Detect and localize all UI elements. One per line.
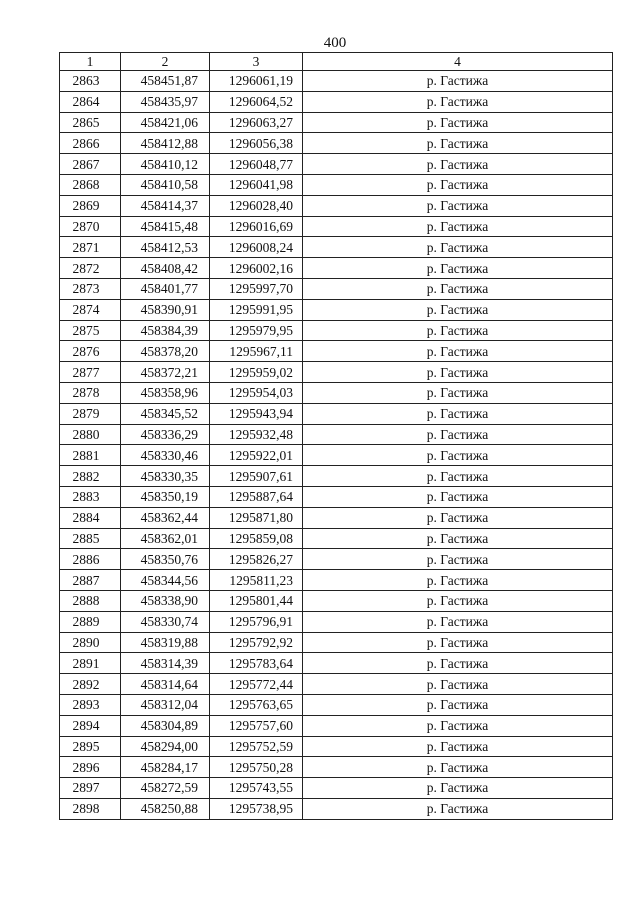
x-coordinate-cell: 458330,35 (121, 466, 210, 487)
table-row (60, 195, 613, 216)
table-row (60, 466, 613, 487)
point-number-cell: 2866 (60, 133, 121, 154)
description-cell: р. Гастижа (303, 736, 613, 757)
point-number-cell: 2881 (60, 445, 121, 466)
page-number: 400 (323, 35, 347, 51)
x-coordinate-cell: 458378,20 (121, 341, 210, 362)
description-cell: р. Гастижа (303, 528, 613, 549)
y-coordinate-cell: 1295772,44 (210, 674, 303, 695)
table-row (60, 382, 613, 403)
y-coordinate-cell: 1295801,44 (210, 590, 303, 611)
y-coordinate-cell: 1295826,27 (210, 549, 303, 570)
table-row (60, 403, 613, 424)
table-row (60, 549, 613, 570)
table-row (60, 112, 613, 133)
description-cell: р. Гастижа (303, 549, 613, 570)
point-number-cell: 2872 (60, 258, 121, 279)
table-row (60, 237, 613, 258)
x-coordinate-cell: 458412,88 (121, 133, 210, 154)
x-coordinate-cell: 458338,90 (121, 590, 210, 611)
table-row (60, 715, 613, 736)
x-coordinate-cell: 458330,46 (121, 445, 210, 466)
description-cell: р. Гастижа (303, 237, 613, 258)
table-row (60, 445, 613, 466)
table-row (60, 611, 613, 632)
x-coordinate-cell: 458451,87 (121, 71, 210, 92)
point-number-cell: 2864 (60, 91, 121, 112)
y-coordinate-cell: 1295743,55 (210, 778, 303, 799)
description-cell: р. Гастижа (303, 382, 613, 403)
table-row (60, 91, 613, 112)
point-number-cell: 2884 (60, 507, 121, 528)
y-coordinate-cell: 1296002,16 (210, 258, 303, 279)
x-coordinate-cell: 458319,88 (121, 632, 210, 653)
description-cell: р. Гастижа (303, 778, 613, 799)
column-header-number: 1 (60, 53, 121, 71)
table-row (60, 362, 613, 383)
x-coordinate-cell: 458358,96 (121, 382, 210, 403)
table-row (60, 694, 613, 715)
y-coordinate-cell: 1295738,95 (210, 798, 303, 819)
y-coordinate-cell: 1295922,01 (210, 445, 303, 466)
table-row (60, 590, 613, 611)
x-coordinate-cell: 458435,97 (121, 91, 210, 112)
coordinates-table (59, 52, 613, 820)
y-coordinate-cell: 1295997,70 (210, 278, 303, 299)
description-cell: р. Гастижа (303, 71, 613, 92)
table-body (60, 71, 613, 820)
point-number-cell: 2896 (60, 757, 121, 778)
description-cell: р. Гастижа (303, 632, 613, 653)
y-coordinate-cell: 1295907,61 (210, 466, 303, 487)
x-coordinate-cell: 458344,56 (121, 570, 210, 591)
point-number-cell: 2883 (60, 486, 121, 507)
x-coordinate-cell: 458384,39 (121, 320, 210, 341)
y-coordinate-cell: 1296016,69 (210, 216, 303, 237)
column-header-description: 4 (303, 53, 613, 71)
y-coordinate-cell: 1295796,91 (210, 611, 303, 632)
point-number-cell: 2895 (60, 736, 121, 757)
point-number-cell: 2870 (60, 216, 121, 237)
y-coordinate-cell: 1296061,19 (210, 71, 303, 92)
description-cell: р. Гастижа (303, 362, 613, 383)
table-row (60, 778, 613, 799)
description-cell: р. Гастижа (303, 195, 613, 216)
table-row (60, 674, 613, 695)
y-coordinate-cell: 1295979,95 (210, 320, 303, 341)
table-row (60, 653, 613, 674)
x-coordinate-cell: 458336,29 (121, 424, 210, 445)
point-number-cell: 2877 (60, 362, 121, 383)
x-coordinate-cell: 458362,01 (121, 528, 210, 549)
description-cell: р. Гастижа (303, 507, 613, 528)
table-row (60, 632, 613, 653)
table-row (60, 570, 613, 591)
description-cell: р. Гастижа (303, 320, 613, 341)
y-coordinate-cell: 1295871,80 (210, 507, 303, 528)
x-coordinate-cell: 458314,39 (121, 653, 210, 674)
table-row (60, 341, 613, 362)
x-coordinate-cell: 458312,04 (121, 694, 210, 715)
point-number-cell: 2879 (60, 403, 121, 424)
description-cell: р. Гастижа (303, 112, 613, 133)
table-row (60, 320, 613, 341)
description-cell: р. Гастижа (303, 715, 613, 736)
point-number-cell: 2897 (60, 778, 121, 799)
description-cell: р. Гастижа (303, 798, 613, 819)
x-coordinate-cell: 458390,91 (121, 299, 210, 320)
table-row (60, 507, 613, 528)
table-row (60, 798, 613, 819)
description-cell: р. Гастижа (303, 653, 613, 674)
point-number-cell: 2875 (60, 320, 121, 341)
point-number-cell: 2892 (60, 674, 121, 695)
y-coordinate-cell: 1295859,08 (210, 528, 303, 549)
x-coordinate-cell: 458362,44 (121, 507, 210, 528)
table-row (60, 736, 613, 757)
description-cell: р. Гастижа (303, 91, 613, 112)
y-coordinate-cell: 1295954,03 (210, 382, 303, 403)
y-coordinate-cell: 1296028,40 (210, 195, 303, 216)
y-coordinate-cell: 1295811,23 (210, 570, 303, 591)
y-coordinate-cell: 1296063,27 (210, 112, 303, 133)
x-coordinate-cell: 458372,21 (121, 362, 210, 383)
x-coordinate-cell: 458401,77 (121, 278, 210, 299)
point-number-cell: 2890 (60, 632, 121, 653)
point-number-cell: 2898 (60, 798, 121, 819)
x-coordinate-cell: 458414,37 (121, 195, 210, 216)
description-cell: р. Гастижа (303, 611, 613, 632)
point-number-cell: 2888 (60, 590, 121, 611)
point-number-cell: 2876 (60, 341, 121, 362)
x-coordinate-cell: 458250,88 (121, 798, 210, 819)
point-number-cell: 2894 (60, 715, 121, 736)
y-coordinate-cell: 1295887,64 (210, 486, 303, 507)
point-number-cell: 2882 (60, 466, 121, 487)
table-header-row (60, 53, 613, 71)
description-cell: р. Гастижа (303, 154, 613, 175)
x-coordinate-cell: 458314,64 (121, 674, 210, 695)
x-coordinate-cell: 458415,48 (121, 216, 210, 237)
y-coordinate-cell: 1295783,64 (210, 653, 303, 674)
description-cell: р. Гастижа (303, 445, 613, 466)
y-coordinate-cell: 1295932,48 (210, 424, 303, 445)
point-number-cell: 2867 (60, 154, 121, 175)
table-row (60, 133, 613, 154)
description-cell: р. Гастижа (303, 403, 613, 424)
description-cell: р. Гастижа (303, 133, 613, 154)
table-row (60, 757, 613, 778)
point-number-cell: 2874 (60, 299, 121, 320)
y-coordinate-cell: 1296008,24 (210, 237, 303, 258)
x-coordinate-cell: 458345,52 (121, 403, 210, 424)
point-number-cell: 2865 (60, 112, 121, 133)
point-number-cell: 2889 (60, 611, 121, 632)
x-coordinate-cell: 458410,12 (121, 154, 210, 175)
table-row (60, 278, 613, 299)
table-row (60, 174, 613, 195)
point-number-cell: 2863 (60, 71, 121, 92)
description-cell: р. Гастижа (303, 174, 613, 195)
y-coordinate-cell: 1295967,11 (210, 341, 303, 362)
table-row (60, 486, 613, 507)
description-cell: р. Гастижа (303, 590, 613, 611)
y-coordinate-cell: 1295763,65 (210, 694, 303, 715)
point-number-cell: 2878 (60, 382, 121, 403)
y-coordinate-cell: 1295752,59 (210, 736, 303, 757)
description-cell: р. Гастижа (303, 570, 613, 591)
description-cell: р. Гастижа (303, 278, 613, 299)
y-coordinate-cell: 1296064,52 (210, 91, 303, 112)
y-coordinate-cell: 1295750,28 (210, 757, 303, 778)
y-coordinate-cell: 1296048,77 (210, 154, 303, 175)
point-number-cell: 2873 (60, 278, 121, 299)
point-number-cell: 2880 (60, 424, 121, 445)
y-coordinate-cell: 1295959,02 (210, 362, 303, 383)
table-row (60, 154, 613, 175)
x-coordinate-cell: 458304,89 (121, 715, 210, 736)
x-coordinate-cell: 458294,00 (121, 736, 210, 757)
table-row (60, 71, 613, 92)
description-cell: р. Гастижа (303, 486, 613, 507)
description-cell: р. Гастижа (303, 258, 613, 279)
point-number-cell: 2885 (60, 528, 121, 549)
description-cell: р. Гастижа (303, 757, 613, 778)
point-number-cell: 2869 (60, 195, 121, 216)
x-coordinate-cell: 458330,74 (121, 611, 210, 632)
column-header-y: 3 (210, 53, 303, 71)
x-coordinate-cell: 458350,19 (121, 486, 210, 507)
y-coordinate-cell: 1296056,38 (210, 133, 303, 154)
x-coordinate-cell: 458284,17 (121, 757, 210, 778)
x-coordinate-cell: 458412,53 (121, 237, 210, 258)
y-coordinate-cell: 1295991,95 (210, 299, 303, 320)
point-number-cell: 2891 (60, 653, 121, 674)
column-header-x: 2 (121, 53, 210, 71)
x-coordinate-cell: 458421,06 (121, 112, 210, 133)
y-coordinate-cell: 1295792,92 (210, 632, 303, 653)
table-row (60, 528, 613, 549)
description-cell: р. Гастижа (303, 299, 613, 320)
y-coordinate-cell: 1295943,94 (210, 403, 303, 424)
point-number-cell: 2887 (60, 570, 121, 591)
point-number-cell: 2871 (60, 237, 121, 258)
description-cell: р. Гастижа (303, 674, 613, 695)
description-cell: р. Гастижа (303, 216, 613, 237)
point-number-cell: 2868 (60, 174, 121, 195)
table-row (60, 424, 613, 445)
table-row (60, 216, 613, 237)
description-cell: р. Гастижа (303, 341, 613, 362)
x-coordinate-cell: 458408,42 (121, 258, 210, 279)
description-cell: р. Гастижа (303, 466, 613, 487)
x-coordinate-cell: 458410,58 (121, 174, 210, 195)
point-number-cell: 2893 (60, 694, 121, 715)
y-coordinate-cell: 1295757,60 (210, 715, 303, 736)
description-cell: р. Гастижа (303, 694, 613, 715)
table-row (60, 299, 613, 320)
x-coordinate-cell: 458350,76 (121, 549, 210, 570)
x-coordinate-cell: 458272,59 (121, 778, 210, 799)
y-coordinate-cell: 1296041,98 (210, 174, 303, 195)
table-row (60, 258, 613, 279)
point-number-cell: 2886 (60, 549, 121, 570)
description-cell: р. Гастижа (303, 424, 613, 445)
